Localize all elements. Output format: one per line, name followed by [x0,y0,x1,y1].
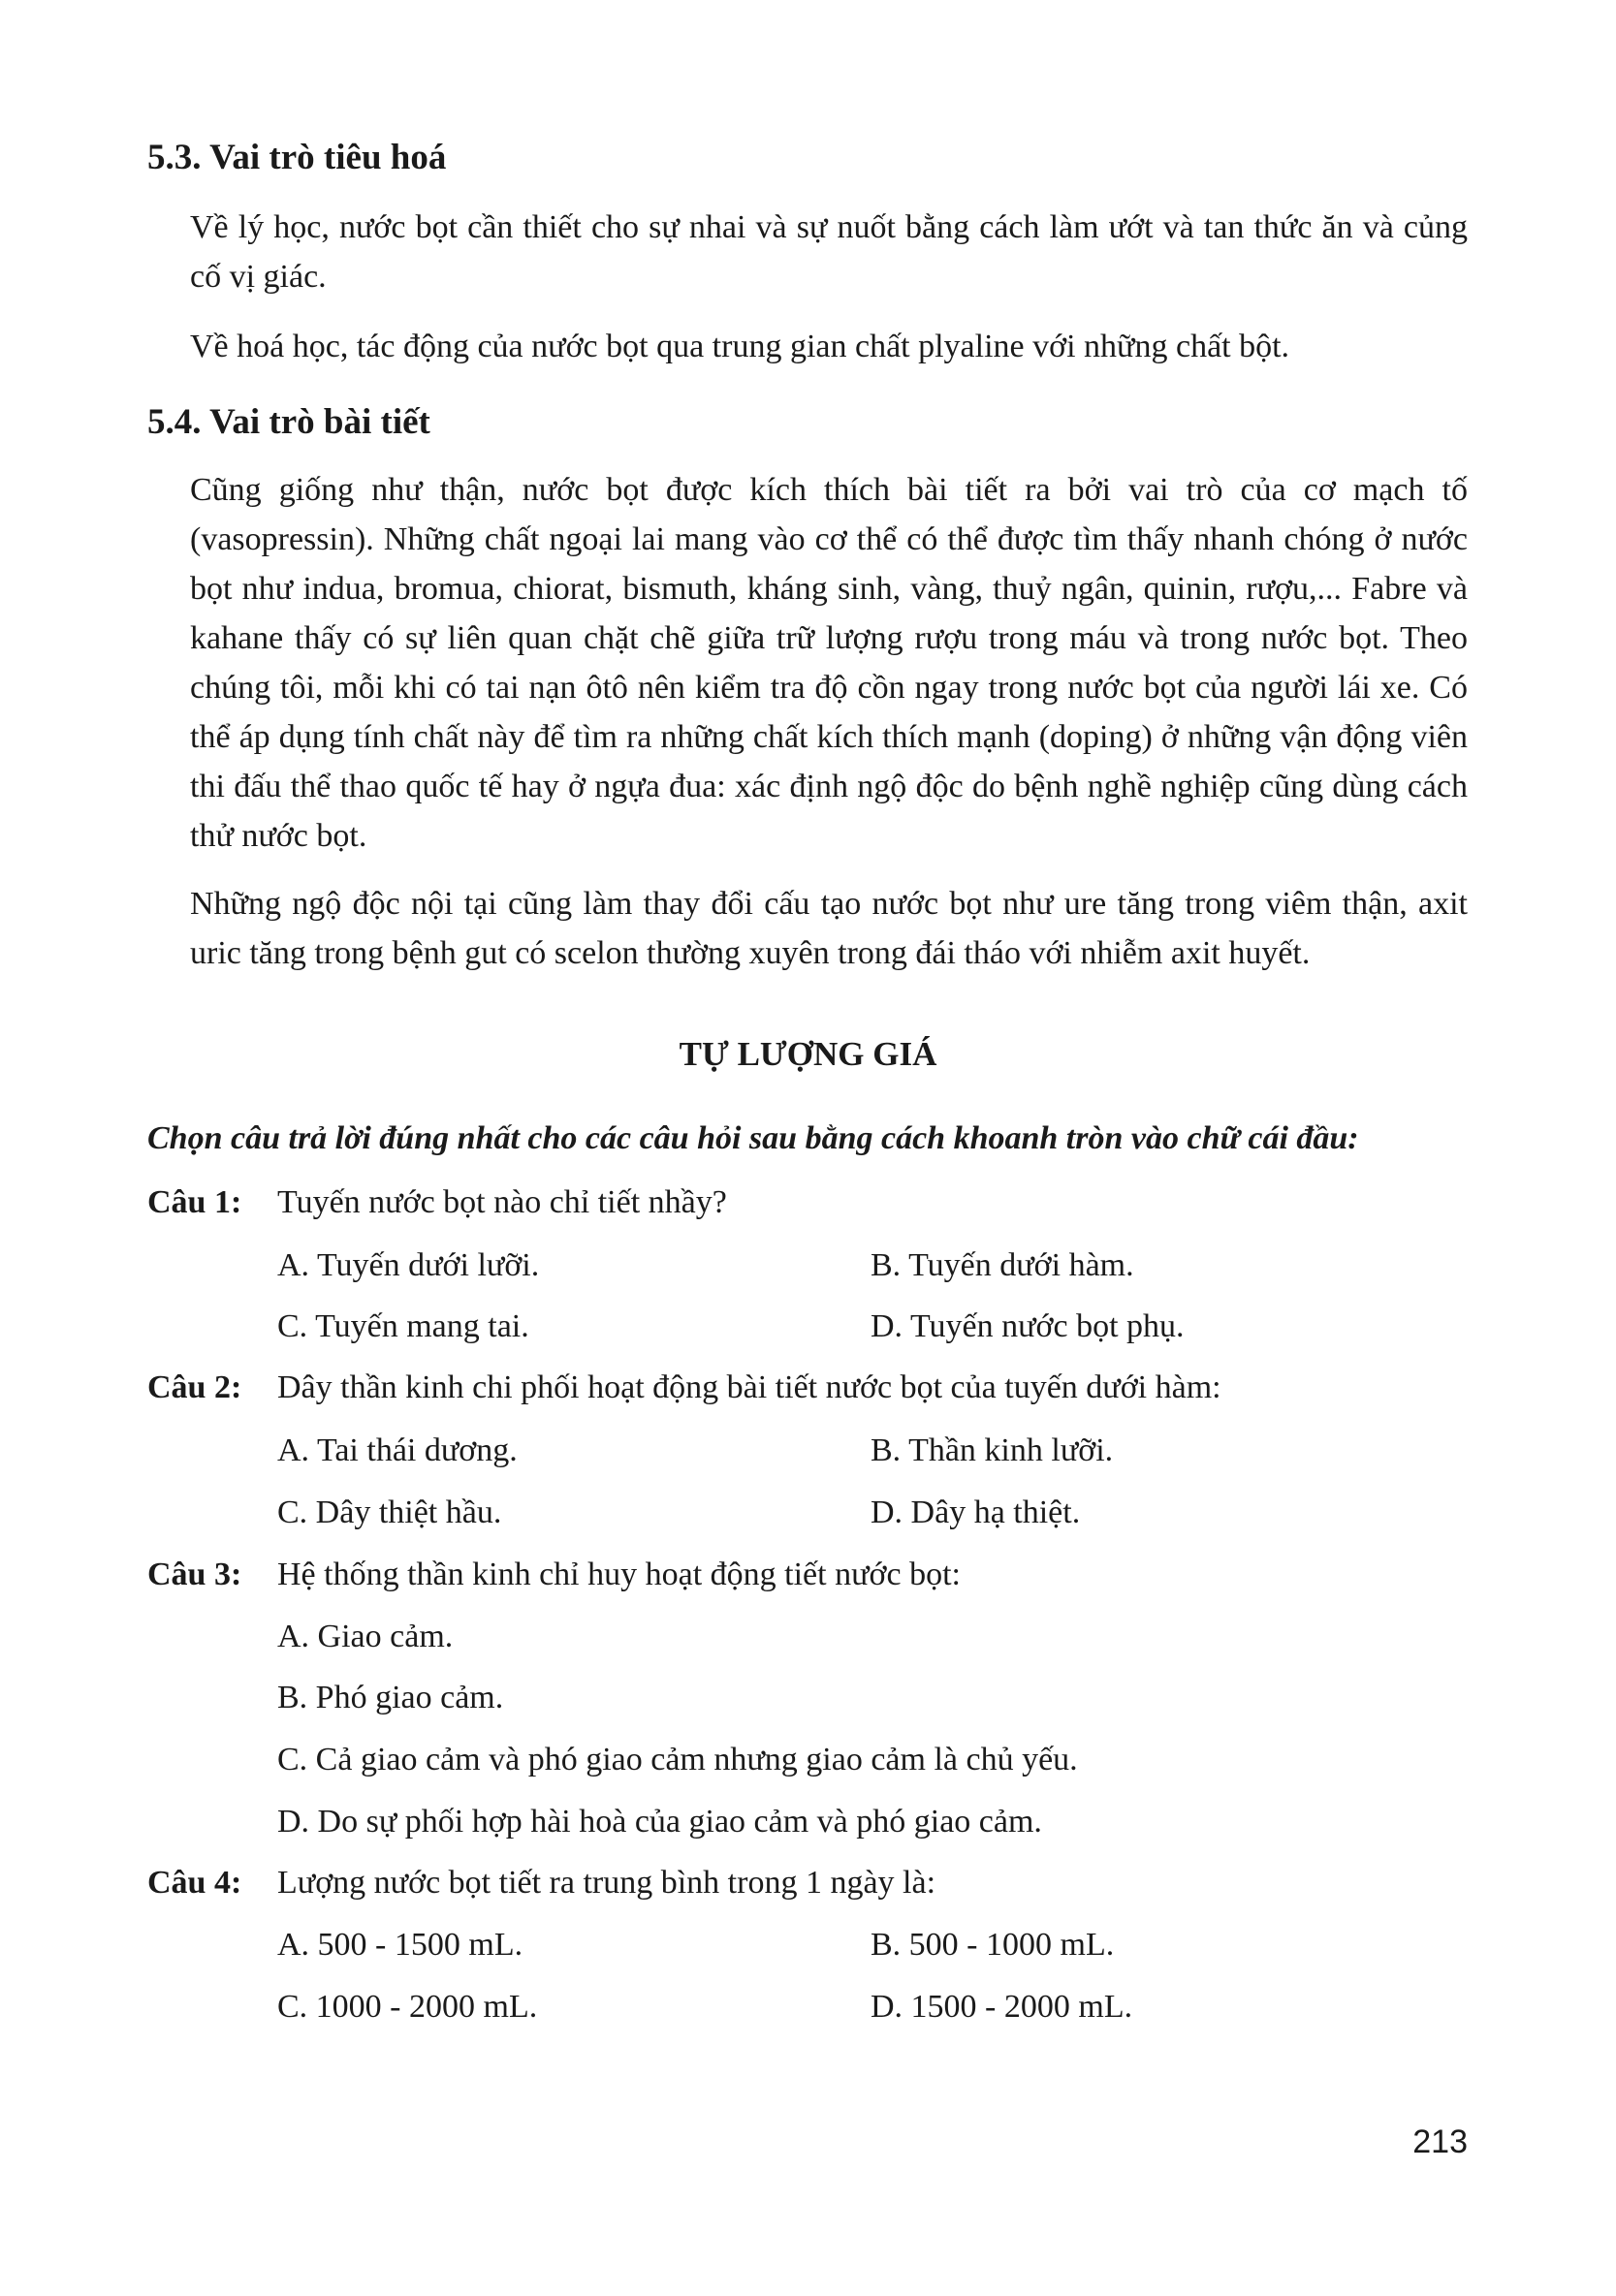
option-b[interactable]: B. Tuyến dưới hàm. [871,1247,1134,1283]
option-a[interactable]: A. Giao cảm. [277,1619,454,1654]
option-b[interactable]: B. 500 - 1000 mL. [871,1927,1115,1963]
section-heading-5-4: 5.4. Vai trò bài tiết [147,402,430,442]
question-text: Lượng nước bọt tiết ra trung bình trong 1 ngày là: [277,1865,936,1901]
option-c[interactable]: C. Dây thiệt hầu. [277,1494,502,1530]
option-a[interactable]: A. Tai thái dương. [277,1432,518,1468]
question-label: Câu 3: [147,1557,242,1592]
quiz-instruction: Chọn câu trả lời đúng nhất cho các câu hỏi sau bằng cách khoanh tròn vào chữ cái đầu: [147,1120,1359,1156]
question-text: Hệ thống thần kinh chỉ huy hoạt động tiết nước bọt: [277,1557,961,1592]
self-assessment-title: TỰ LƯỢNG GIÁ [679,1035,937,1073]
option-d[interactable]: D. 1500 - 2000 mL. [871,1989,1133,2025]
option-b[interactable]: B. Phó giao cảm. [277,1680,504,1715]
option-c[interactable]: C. Tuyến mang tai. [277,1308,529,1344]
option-a[interactable]: A. 500 - 1500 mL. [277,1927,523,1963]
option-a[interactable]: A. Tuyến dưới lưỡi. [277,1247,540,1283]
question-label: Câu 4: [147,1865,242,1901]
paragraph-5-4-intoxication: Những ngộ độc nội tại cũng làm thay đổi cấu tạo nước bọt như ure tăng trong viêm thận, axit uric tăng trong bệnh gut có scelon thường xuyên trong đái tháo với nhiễm axit huyết. [190,886,1468,971]
section-heading-5-3: 5.3. Vai trò tiêu hoá [147,138,447,177]
question-text: Dây thần kinh chi phối hoạt động bài tiết nước bọt của tuyến dưới hàm: [277,1369,1221,1405]
option-d[interactable]: D. Dây hạ thiệt. [871,1494,1081,1530]
paragraph-5-4-excretion: Cũng giống như thận, nước bọt được kích thích bài tiết ra bởi vai trò của cơ mạch tố (vasopressin). Những chất ngoại lai mang vào cơ thể có thể được tìm thấy nhanh chóng ở nước bọt như indua, bromua, chiorat, bismuth, kháng sinh, vàng, thuỷ ngân, quinin, rượu,... Fabre và kahane thấy có sự liên quan chặt chẽ giữa trữ lượng rượu trong máu và trong nước bọt. Theo chúng tôi, mỗi khi có tai nạn ôtô nên kiểm tra độ cồn ngay trong nước bọt của người lái xe. Có thể áp dụng tính chất này để tìm ra những chất kích thích mạnh (doping) ở những vận động viên thi đấu thể thao quốc tế hay ở ngựa đua: xác định ngộ độc do bệnh nghề nghiệp cũng dùng cách thử nước bọt. [190,472,1468,854]
option-d[interactable]: D. Do sự phối hợp hài hoà của giao cảm và phó giao cảm. [277,1804,1042,1840]
option-d[interactable]: D. Tuyến nước bọt phụ. [871,1308,1185,1344]
paragraph-5-3-chemical: Về hoá học, tác động của nước bọt qua trung gian chất plyaline với những chất bột. [190,329,1290,364]
question-label: Câu 2: [147,1369,242,1405]
option-b[interactable]: B. Thần kinh lưỡi. [871,1432,1114,1468]
option-c[interactable]: C. Cả giao cảm và phó giao cảm nhưng giao cảm là chủ yếu. [277,1742,1078,1777]
page-number: 213 [1412,2123,1468,2160]
question-text: Tuyến nước bọt nào chỉ tiết nhầy? [277,1184,727,1220]
option-c[interactable]: C. 1000 - 2000 mL. [277,1989,538,2025]
question-label: Câu 1: [147,1184,242,1220]
paragraph-5-3-physical: Về lý học, nước bọt cần thiết cho sự nhai và sự nuốt bằng cách làm ướt và tan thức ăn và củng cố vị giác. [190,209,1468,295]
